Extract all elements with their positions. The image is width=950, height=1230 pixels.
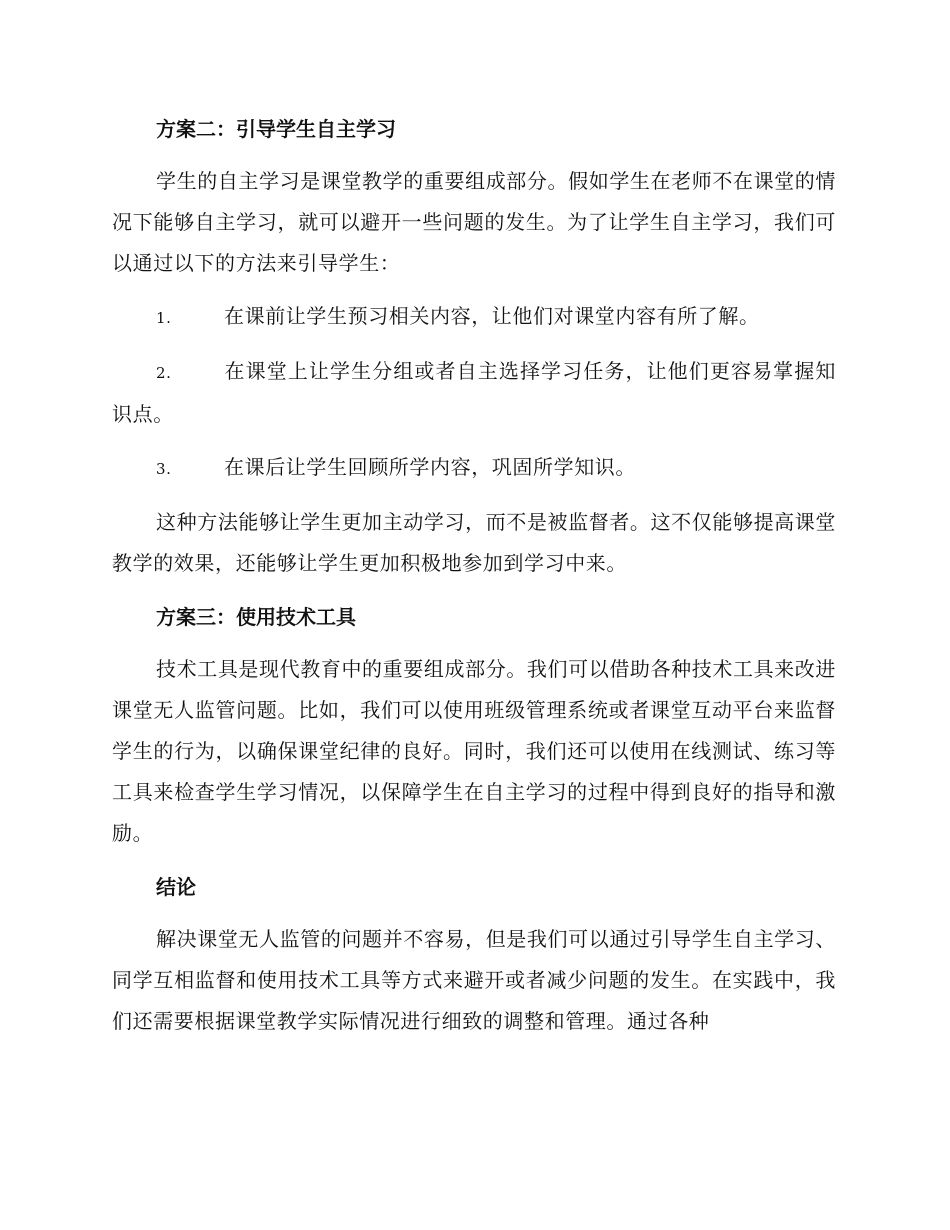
list-item-text: 在课后让学生回顾所学内容，巩固所学知识。 bbox=[224, 455, 636, 479]
plan3-heading: 方案三：使用技术工具 bbox=[156, 605, 356, 629]
list-item-number: 1. bbox=[156, 309, 172, 327]
conclusion-heading: 结论 bbox=[156, 875, 196, 899]
plan2-intro-paragraph: 学生的自主学习是课堂教学的重要组成部分。假如学生在老师不在课堂的情况下能够自主学习，就可以避开一些问题的发生。为了让学生自主学习，我们可以通过以下的方法来引导学生： bbox=[112, 169, 836, 275]
plan2-summary-paragraph: 这种方法能够让学生更加主动学习，而不是被监督者。这不仅能够提高课堂教学的效果，还能够让学生更加积极地参加到学习中来。 bbox=[112, 510, 836, 575]
document-page bbox=[112, 108, 836, 1054]
list-item-number: 3. bbox=[156, 460, 172, 478]
list-item-text: 在课堂上让学生分组或者自主选择学习任务，让他们更容易掌握知识点。 bbox=[112, 359, 836, 426]
list-item bbox=[112, 351, 836, 435]
list-item-text: 在课前让学生预习相关内容，让他们对课堂内容有所了解。 bbox=[224, 304, 760, 328]
list-item bbox=[112, 296, 836, 339]
list-item-number: 2. bbox=[156, 364, 172, 382]
conclusion-body-paragraph: 解决课堂无人监管的问题并不容易，但是我们可以通过引导学生自主学习、同学互相监督和使用技术工具等方式来避开或者减少问题的发生。在实践中，我们还需要根据课堂教学实际情况进行细致的调整和管理。通过各种 bbox=[112, 927, 836, 1033]
list-item bbox=[112, 447, 836, 490]
plan2-heading: 方案二：引导学生自主学习 bbox=[156, 117, 396, 141]
plan3-body-paragraph: 技术工具是现代教育中的重要组成部分。我们可以借助各种技术工具来改进课堂无人监管问题。比如，我们可以使用班级管理系统或者课堂互动平台来监督学生的行为，以确保课堂纪律的良好。同时，我们还可以使用在线测试、练习等工具来检查学生学习情况，以保障学生在自主学习的过程中得到良好的指导和激励。 bbox=[112, 657, 836, 845]
